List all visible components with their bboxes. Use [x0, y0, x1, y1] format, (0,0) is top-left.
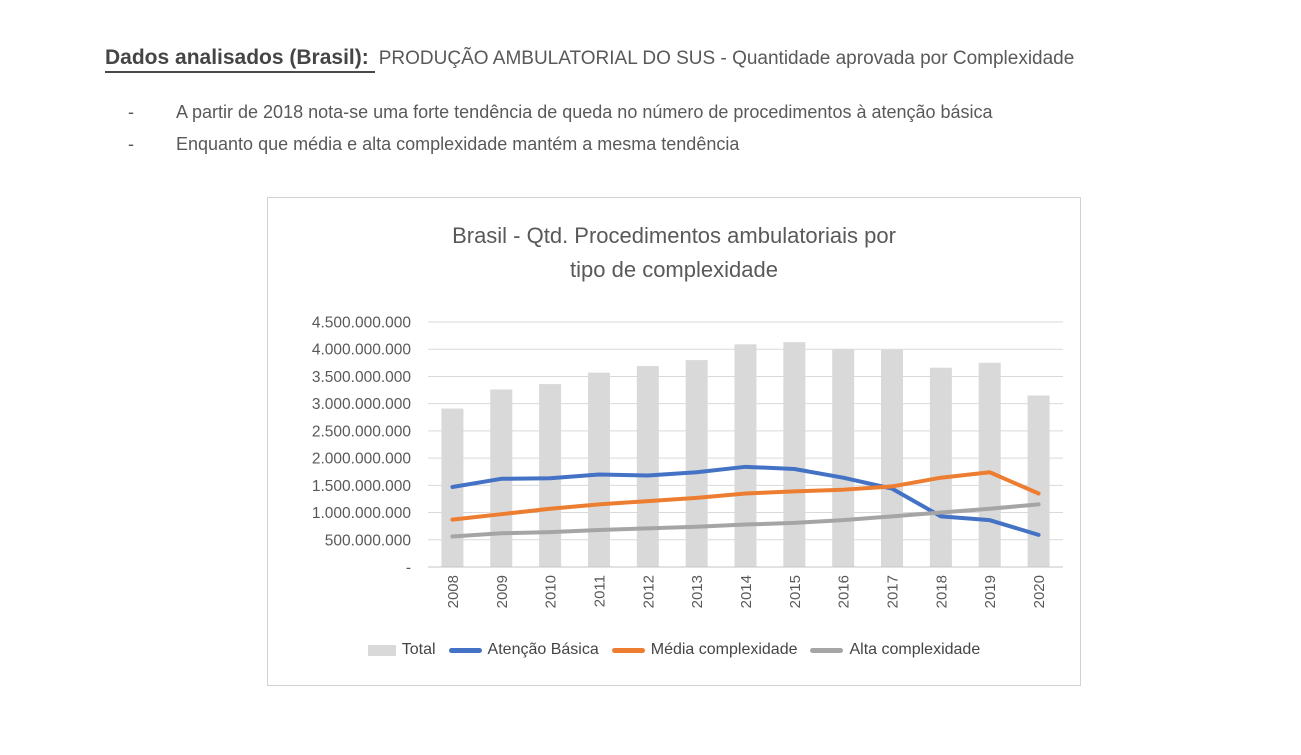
- x-tick-label: 2008: [444, 575, 462, 609]
- x-tick-label: 2011: [591, 575, 609, 608]
- bullet-list: [128, 102, 993, 166]
- bullet-text: Enquanto que média e alta complexidade mantém a mesma tendência: [176, 134, 740, 154]
- total-bar: [539, 384, 561, 567]
- x-tick-label: 2016: [835, 575, 853, 609]
- legend-item-m-dia-complexidade: [612, 641, 798, 659]
- total-bar: [783, 342, 805, 567]
- x-tick-label: 2019: [982, 575, 1000, 609]
- chart-svg: [268, 298, 1080, 628]
- legend-label: Média complexidade: [650, 641, 798, 658]
- legend-label: Alta complexidade: [849, 641, 981, 658]
- legend-label: Atenção Básica: [487, 641, 599, 658]
- x-tick-label: 2009: [493, 575, 511, 609]
- y-tick-label: 2.500.000.000: [311, 423, 411, 441]
- x-tick-label: 2014: [738, 575, 755, 609]
- total-bar: [686, 360, 708, 567]
- total-bar: [735, 344, 757, 567]
- total-bar: [637, 366, 659, 567]
- total-bar: [1028, 396, 1050, 568]
- y-tick-label: 4.000.000.000: [311, 341, 411, 359]
- bullet-item: [128, 102, 993, 123]
- legend-item-aten-o-b-sica: [449, 641, 599, 659]
- total-bar: [881, 350, 903, 567]
- y-tick-label: 500.000.000: [324, 532, 411, 550]
- total-bar: [930, 368, 952, 567]
- y-tick-label: -: [405, 559, 411, 577]
- y-tick-label: 1.500.000.000: [311, 477, 411, 495]
- chart-title-line-2: tipo de complexidade: [570, 257, 778, 282]
- x-tick-label: 2018: [933, 575, 951, 609]
- x-tick-label: 2013: [689, 575, 707, 609]
- x-tick-label: 2012: [640, 575, 658, 609]
- bullet-item: [128, 134, 993, 155]
- total-bar: [832, 349, 854, 567]
- legend-line-swatch: [612, 648, 645, 653]
- chart-card: [267, 197, 1081, 686]
- y-tick-label: 4.500.000.000: [311, 314, 411, 332]
- bullet-marker: -: [128, 134, 134, 154]
- chart-title: [268, 219, 1080, 287]
- legend-line-swatch: [449, 648, 482, 653]
- x-tick-label: 2015: [786, 575, 804, 609]
- y-tick-label: 1.000.000.000: [311, 505, 411, 523]
- bullet-marker: -: [128, 102, 134, 122]
- x-tick-label: 2010: [542, 575, 560, 609]
- page-title-emphasis: Dados analisados (Brasil):: [105, 46, 375, 73]
- y-tick-label: 3.000.000.000: [311, 396, 411, 414]
- page-title-rest: PRODUÇÃO AMBULATORIAL DO SUS - Quantidade aprovada por Complexidade: [378, 48, 1075, 69]
- page-title: [105, 46, 1074, 70]
- legend-item-total: [368, 641, 436, 659]
- legend-item-alta-complexidade: [810, 641, 980, 659]
- total-bar: [588, 373, 610, 567]
- legend-bar-swatch: [368, 645, 396, 656]
- y-tick-label: 2.000.000.000: [311, 450, 411, 468]
- total-bar: [979, 363, 1001, 567]
- x-tick-label: 2020: [1031, 575, 1049, 609]
- chart-title-line-1: Brasil - Qtd. Procedimentos ambulatoriais por: [452, 223, 896, 248]
- bullet-text: A partir de 2018 nota-se uma forte tendência de queda no número de procedimentos à atenção básica: [176, 102, 993, 122]
- legend-line-swatch: [810, 648, 843, 653]
- legend-label: Total: [401, 641, 436, 658]
- y-tick-label: 3.500.000.000: [311, 368, 411, 386]
- chart-legend: [268, 641, 1080, 659]
- x-tick-label: 2017: [884, 575, 902, 609]
